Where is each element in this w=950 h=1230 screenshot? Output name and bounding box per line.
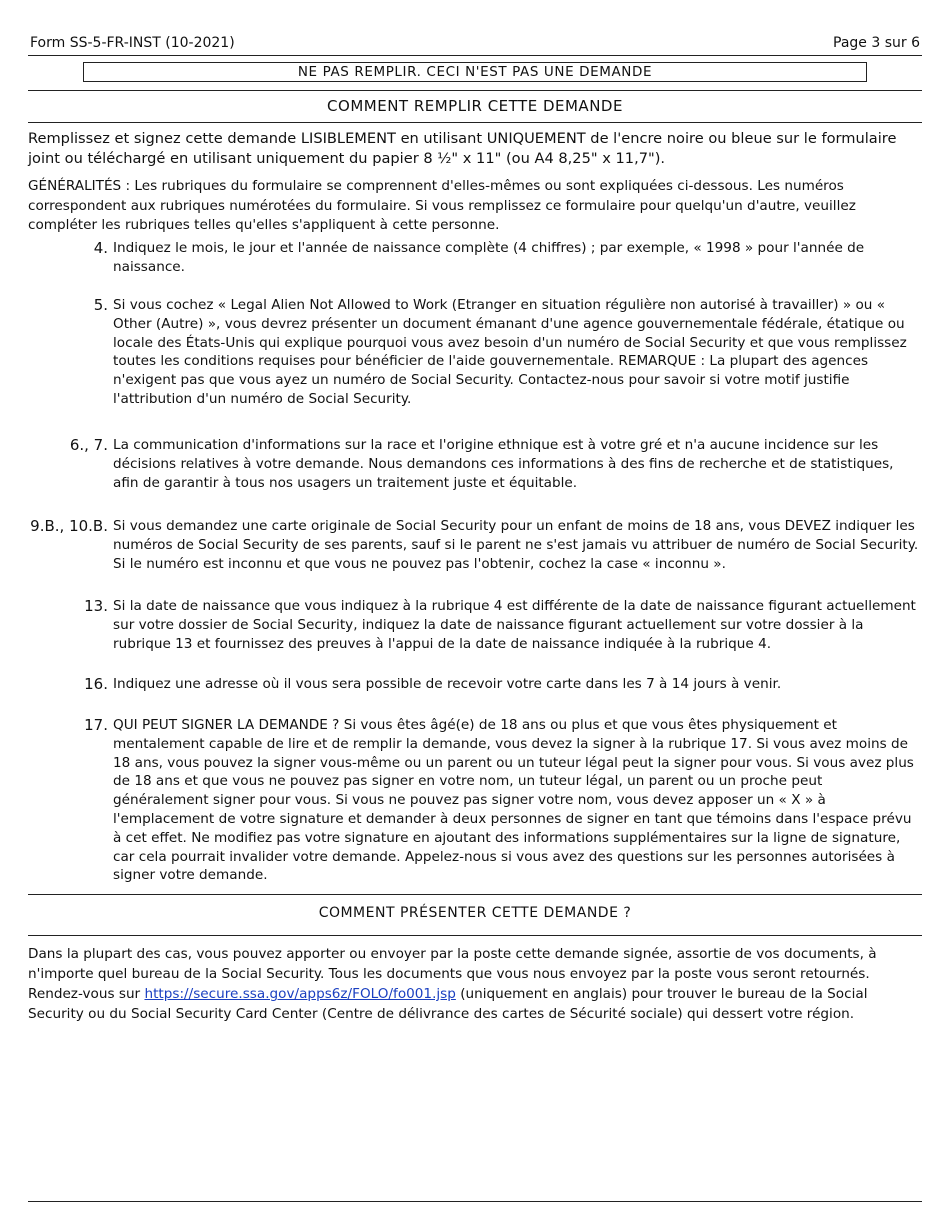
instruction-item	[28, 296, 922, 409]
general-paragraph: GÉNÉRALITÉS : Les rubriques du formulaire se comprennent d'elles-mêmes ou sont expliquées ci-dessous. Les numéros correspondent aux rubriques numérotées du formulaire. Si vous remplissez ce formulaire pour quelqu'un d'autre, veuillez compléter les rubriques telles qu'elles s'appliquent à cette personne.	[28, 178, 856, 233]
closing-text-after: (uniquement en anglais) pour trouver le bureau de la Social Security ou du Social Security Card Center (Centre de délivrance des cartes de Sécurité sociale) qui dessert votre région.	[28, 986, 868, 1022]
divider	[28, 935, 922, 936]
submission-paragraph	[28, 944, 922, 1024]
section-title-how-to-submit: COMMENT PRÉSENTER CETTE DEMANDE ?	[318, 905, 632, 921]
page-number: Page 3 sur 6	[833, 35, 920, 51]
instruction-item	[28, 597, 922, 653]
item-text: QUI PEUT SIGNER LA DEMANDE ? Si vous êtes âgé(e) de 18 ans ou plus et que vous êtes physiquement et mentalement capable de lire et de remplir la demande, vous devez la signer à la rubrique 17. Si vous avez moins de 18 ans, vous pouvez la signer vous-même ou un parent ou un tuteur légal peut la signer pour vous. Si vous avez plus de 18 ans et que vous ne pouvez pas signer en votre nom, un tuteur légal, un parent ou un proche peut généralement signer pour vous. Si vous ne pouvez pas signer votre nom, vous devez apposer un « X » à l'emplacement de votre signature et demander à deux personnes de signer en tant que témoins dans l'espace prévu à cet effet. Ne modifiez pas votre signature en ajoutant des informations supplémentaires sur la ligne de signature, car cela pourrait invalider votre demande. Appelez-nous si vous avez des questions sur les personnes autorisées à signer votre demande.	[113, 717, 914, 884]
form-id: Form SS-5-FR-INST (10-2021)	[30, 35, 235, 51]
item-number: 4.	[93, 239, 108, 257]
item-text: Indiquez une adresse où il vous sera possible de recevoir votre carte dans les 7 à 14 jours à venir.	[113, 676, 782, 692]
item-number: 9.B., 10.B.	[30, 517, 108, 535]
do-not-fill-notice: NE PAS REMPLIR. CECI N'EST PAS UNE DEMANDE	[83, 62, 867, 82]
closing-text-before: Dans la plupart des cas, vous pouvez apporter ou envoyer par la poste cette demande signée, assortie de vos documents, à n'importe quel bureau de la Social Security. Tous les documents que vous nous envoyez par la poste vous seront retournés. Rendez-vous sur	[28, 946, 877, 1002]
item-text: Si vous demandez une carte originale de Social Security pour un enfant de moins de 18 ans, vous DEVEZ indiquer les numéros de Social Security de ses parents, sauf si le parent ne s'est jamais vu attribuer de numéro de Social Security. Si le numéro est inconnu et que vous ne pouvez pas l'obtenir, cochez la case « inconnu ».	[113, 518, 919, 572]
footer-rule	[28, 1201, 922, 1202]
intro-paragraph: Remplissez et signez cette demande LISIBLEMENT en utilisant UNIQUEMENT de l'encre noire ou bleue sur le formulaire joint ou téléchargé en utilisant uniquement du papier 8 ½" x 11" (ou A4 8,25" x 11,7").	[28, 130, 897, 167]
document-page	[28, 0, 922, 1230]
divider	[28, 894, 922, 895]
item-number: 17.	[84, 716, 108, 734]
item-text: Si la date de naissance que vous indiquez à la rubrique 4 est différente de la date de naissance figurant actuellement sur votre dossier de Social Security, indiquez la date de naissance figurant actuellement sur votre dossier à la rubrique 13 et fournissez des preuves à l'appui de la date de naissance indiquée à la rubrique 4.	[113, 598, 916, 652]
ssa-office-locator-link[interactable]: https://secure.ssa.gov/apps6z/FOLO/fo001.jsp	[144, 986, 456, 1002]
instruction-item	[28, 675, 922, 694]
instruction-item	[28, 436, 922, 492]
instruction-item	[28, 517, 922, 573]
instruction-item	[28, 239, 922, 277]
section-title-how-to-fill: COMMENT REMPLIR CETTE DEMANDE	[327, 97, 623, 115]
header-rule	[28, 55, 922, 56]
item-number: 6., 7.	[69, 436, 108, 454]
page-header	[28, 35, 922, 55]
item-number: 13.	[84, 597, 108, 615]
item-text: La communication d'informations sur la race et l'origine ethnique est à votre gré et n'a aucune incidence sur les décisions relatives à votre demande. Nous demandons ces informations à des fins de recherche et de statistiques, afin de garantir à tous nos usagers un traitement juste et équitable.	[113, 437, 894, 491]
instruction-item	[28, 716, 922, 885]
divider	[28, 122, 922, 123]
item-text: Si vous cochez « Legal Alien Not Allowed to Work (Etranger en situation régulière non autorisé à travailler) » ou « Other (Autre) », vous devrez présenter un document émanant d'une agence gouvernementale fédérale, étatique ou locale des États-Unis qui explique pourquoi vous avez besoin d'un numéro de Social Security et que vous remplissez toutes les conditions requises pour bénéficier de l'aide gouvernementale. REMARQUE : La plupart des agences n'exigent pas que vous ayez un numéro de Social Security. Contactez-nous pour savoir si votre motif justifie l'attribution d'un numéro de Social Security.	[113, 297, 907, 407]
divider	[28, 90, 922, 91]
item-number: 5.	[93, 296, 108, 314]
item-text: Indiquez le mois, le jour et l'année de naissance complète (4 chiffres) ; par exemple, « 1998 » pour l'année de naissance.	[113, 240, 865, 275]
item-number: 16.	[84, 675, 108, 693]
